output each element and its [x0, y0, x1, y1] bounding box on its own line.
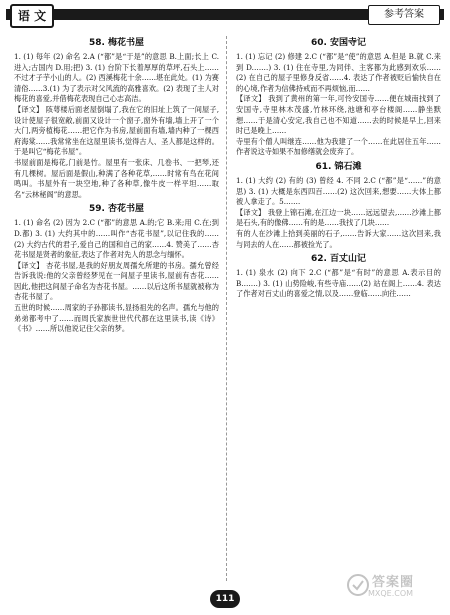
section-61-translation-cont: 有的人在沙滩上拾到美丽的石子,……告诉大家……这次回来,我与同去的人在……都被捡光了。 [236, 228, 441, 249]
watermark-url: MXQE.COM [368, 589, 414, 598]
section-59-translation: 【译文】 杏花书屋,是我的好朋友周孺允所建的书房。孺允曾经告诉我说:他的父亲曾经梦见在一间屋子里读书,屋前有杏花……因此,他把这间屋子命名为杏花书屋。……以后这所书屋就被称为杏花书屋了。 [14, 260, 219, 302]
section-61-answers: 1. (1) 大约 (2) 有的 (3) 曾经 4. 不同 2.C (“都”是“……”的意思) 3. (1) 大概是东西四百……(2) 这次回来,想要……大体上都被人拿走了。5.…… [236, 175, 441, 207]
page-header [0, 0, 450, 30]
answers-label: 参考答案 [368, 5, 440, 25]
section-title-59: 59. 杏花书屋 [88, 204, 145, 215]
section-62-answers: 1. (1) 泉水 (2) 向下 2.C (“都”是“有时”的意思 A.表示目的 B.……) 3. (1) 山势险峻,有些寺庙……(2) 站在阁上……4. 表达了作者对百丈山的喜爱之情,以及……登临……向往…… [236, 268, 441, 299]
section-58-translation-cont: 书屋前面是梅花,门前是竹。屋里有一张床、几卷书、一把琴,还有几棵树。屋后面是假山,种满了各种花草,……时常有鸟在花间鸣叫。书屋外有一块空地,种了各种草,像牛皮一样平坦……取名“云林秘阁”的意思。 [14, 157, 219, 199]
watermark-text: 答案圈 [372, 575, 415, 590]
section-61-translation: 【译文】 我登上锦石滩,在江边一块……远远望去,……沙滩上都是石头,有的像佛……有的是……我找了几块…… [236, 207, 441, 228]
section-60-translation: 【译文】 我到了黄州的第一年,可怜安国寺……便在城南找到了安国寺,寺里林木茂盛,竹林环绕,池塘和亭台楼阁……静坐默想……于是清心安定,我自己也不知道……去的时候是早上,回来时已是晚上…… [236, 94, 441, 136]
watermark-icon [346, 573, 370, 597]
section-60-answers: 1. (1) 忘记 (2) 修建 2.C (“都”是“使”的意思 A.但是 B.就 C.来到 D.……) 3. (1) 住在寺里,为同伴、主客都为此感到欢乐……(2) 在自己的屋子里修身反省……4. 表达了作者被贬后愉快自在的心境,作者为信佛持戒而不再烦恼,而…… [236, 52, 441, 93]
section-title-61: 61. 锦石滩 [315, 161, 362, 172]
section-60-translation-cont: 寺里有个僧人叫继连……他为我建了一个……在此居住五年……作者说这寺如果不加修缮就会废弃了。 [236, 136, 441, 157]
section-title-58: 58. 梅花书屋 [88, 38, 145, 48]
section-title-60: 60. 安国寺记 [310, 38, 367, 48]
section-58-translation: 【译文】 陔萼楼后面老屋倒塌了,我在它的旧址上筑了一间屋子,设计使屋子很宽敞,前面又设计一个窗子,窗外有墙,墙上开了一个大门,两旁植梅花……把它作为书房,屋前面有墙,墙内种了一棵西府海棠……我常常坐在这屋里读书,觉得古人、圣人都是这样的。于是叫它“梅花书屋”。 [14, 104, 219, 157]
subject-label: 语 文 [10, 4, 54, 28]
page-number: 111 [210, 590, 240, 608]
watermark-logo [344, 567, 444, 607]
section-58-answers: 1. (1) 每年 (2) 命名 2.A (“都”是“于是”的意思 B.上面;长上 C.进入;古国内 D.用;把) 3. (1) 台阶下长着厚厚的草坪,石头上……不过才子芋小山的人。(2) 西溪梅花十余……堪在此处。(1) 为赛清俗……3.(1) 为了表示对父风流的高雅喜欢。(2) 表现了主人对梅花的喜爱,并借梅花表现自己心志高洁。 [14, 52, 219, 104]
left-column [14, 34, 219, 584]
section-59-translation-cont: 五世的时候……周家的子孙都读书,显扬祖先的名声。孺允与他的弟弟都考中了……而周氏家族世世代代都在这里读书,读《诗》《书》……所以他说记住父亲的梦。 [14, 303, 219, 334]
section-59-answers: 1. (1) 命名 (2) 因为 2.C (“都”的意思 A.的;它 B.来;用 C.在;到 D.都) 3. (1) 大约其中的……叫作“杏花书屋”,以记住我的……(2) 大约古代的君子,爱自己的国和自己的家……4. 赞美了……杏花书屋是贤者的象征,表达了作者对先人的思念与缅怀。 [14, 218, 219, 260]
column-divider [226, 36, 227, 581]
section-title-62: 62. 百丈山记 [310, 254, 367, 265]
right-column [236, 34, 441, 584]
